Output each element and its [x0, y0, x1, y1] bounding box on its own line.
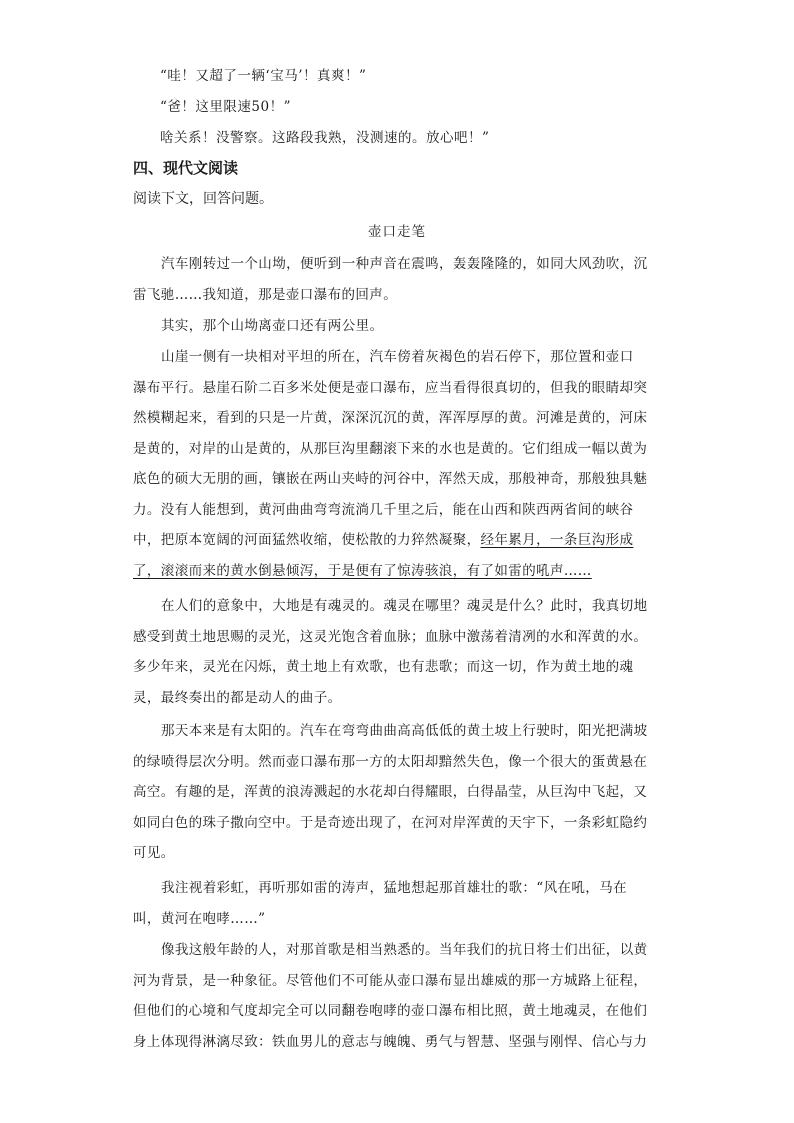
paragraph-line: 河为背景，是一种象征。尽管他们不可能从壶口瀑布显出雄威的那一方城路上征程，: [133, 972, 648, 989]
paragraph-7: [133, 935, 656, 1057]
paragraph-line: 像我这般年龄的人，对那首歌是相当熟悉的。当年我们的抗日将士们出征，以黄: [161, 942, 648, 958]
paragraph-line: 如同白色的珠子撒向空中。于是奇迹出现了，在河对岸浑黄的天宇下，一条彩虹隐约: [133, 814, 648, 831]
paragraph-3: [133, 342, 656, 586]
paragraph-line: 叫，黄河在咆哮……”: [133, 910, 266, 927]
paragraph-line: 在人们的意象中，大地是有魂灵的。魂灵在哪里？魂灵是什么？此时，我真切地: [161, 598, 648, 614]
paragraph-line: 汽车刚转过一个山坳，便听到一种声音在震鸣，轰轰隆隆的，如同大风劲吹，沉: [161, 256, 648, 272]
dialogue-line-1: “哇！又超了一辆‘宝马’！真爽！”: [160, 68, 367, 84]
reading-instruction: 阅读下文，回答问题。: [133, 191, 273, 207]
paragraph-2: [133, 311, 656, 342]
paragraph-6: [133, 873, 656, 934]
paragraph-line: 感受到黄土地思赐的灵光，这灵光饱含着血脉；血脉中激荡着清冽的水和浑黄的水。: [133, 628, 648, 645]
paragraph-5: [133, 716, 656, 869]
paragraph-1: [133, 249, 656, 310]
paragraph-line: 力。没有人能想到，黄河曲曲弯弯流淌几千里之后，能在山西和陕西两省间的峡谷: [133, 501, 634, 518]
dialogue-line-2: “爸！这里限速50！”: [160, 99, 291, 115]
paragraph-line: 然模糊起来，看到的只是一片黄，深深沉沉的黄，浑浑厚厚的黄。河滩是黄的，河床: [133, 410, 648, 426]
paragraph-line: 是黄的，对岸的山是黄的，从那巨沟里翻滚下来的水也是黄的。它们组成一幅以黄为: [133, 440, 648, 457]
paragraph-line: 多少年来，灵光在闪烁，黄土地上有欢歌，也有悲歌；而这一切，作为黄土地的魂: [133, 659, 634, 675]
paragraph-line: 瀑布平行。悬崖石阶二百多米处便是壶口瀑布，应当看得很真切的，但我的眼睛却突: [133, 379, 648, 396]
paragraph-line: 但他们的心境和气度却完全可以同翻卷咆哮的壶口瀑布相比照，黄土地魂灵，在他们: [133, 1003, 648, 1019]
paragraph-line: 可见。: [133, 845, 175, 861]
article-title: 壶口走笔: [368, 224, 426, 240]
underlined-sentence-start: 经年累月，一条巨沟形成: [480, 532, 634, 548]
paragraph-line: 灵，最终奏出的都是动人的曲子。: [133, 689, 342, 706]
paragraph-line: 那天本来是有太阳的。汽车在弯弯曲曲高高低低的黄土坡上行驶时，阳光把满坡: [161, 723, 648, 739]
paragraph-line: 雷飞驰……我知道，那是壶口瀑布的回声。: [133, 286, 398, 303]
paragraph-line: 高空。有趣的是，浑黄的浪涛溅起的水花却白得耀眼，白得晶莹，从巨沟中飞起，又: [133, 784, 648, 800]
paragraph-line: 山崖一侧有一块相对平坦的所在，汽车傍着灰褐色的岩石停下，那位置和壶口: [161, 349, 634, 365]
section-heading: 四、现代文阅读: [133, 159, 239, 177]
paragraph-line: 的绿喷得层次分明。然而壶口瀑布那一方的太阳却黯然失色，像一个很大的蛋黄悬在: [133, 753, 648, 770]
paragraph-line: 我注视着彩虹，再听那如雷的涛声，猛地想起那首雄壮的歌：“风在吼，马在: [161, 880, 628, 896]
underlined-sentence-end: 了，滚滚而来的黄水倒悬倾泻，于是便有了惊涛骇浪，有了如雷的吼声……: [133, 562, 592, 579]
paragraph-line-start: 中，把原本宽阔的河面猛然收缩，使松散的力猝然凝聚，: [133, 532, 481, 548]
paragraph-line: 底色的硕大无朋的画，镶嵌在两山夹峙的河谷中，浑然天成，那般神奇，那般独具魅: [133, 471, 648, 487]
paragraph-line-with-underline: [133, 525, 656, 556]
paragraph-4: [133, 591, 656, 713]
paragraph-line: 身上体现得淋漓尽致：铁血男儿的意志与魄魄、勇气与智慧、坚强与刚悍、信心与力: [133, 1033, 648, 1050]
dialogue-line-3: 啥关系！没警察。这路段我熟，没测速的。放心吧！”: [160, 130, 490, 146]
paragraph-line: 其实，那个山坳离壶口还有两公里。: [161, 318, 384, 334]
